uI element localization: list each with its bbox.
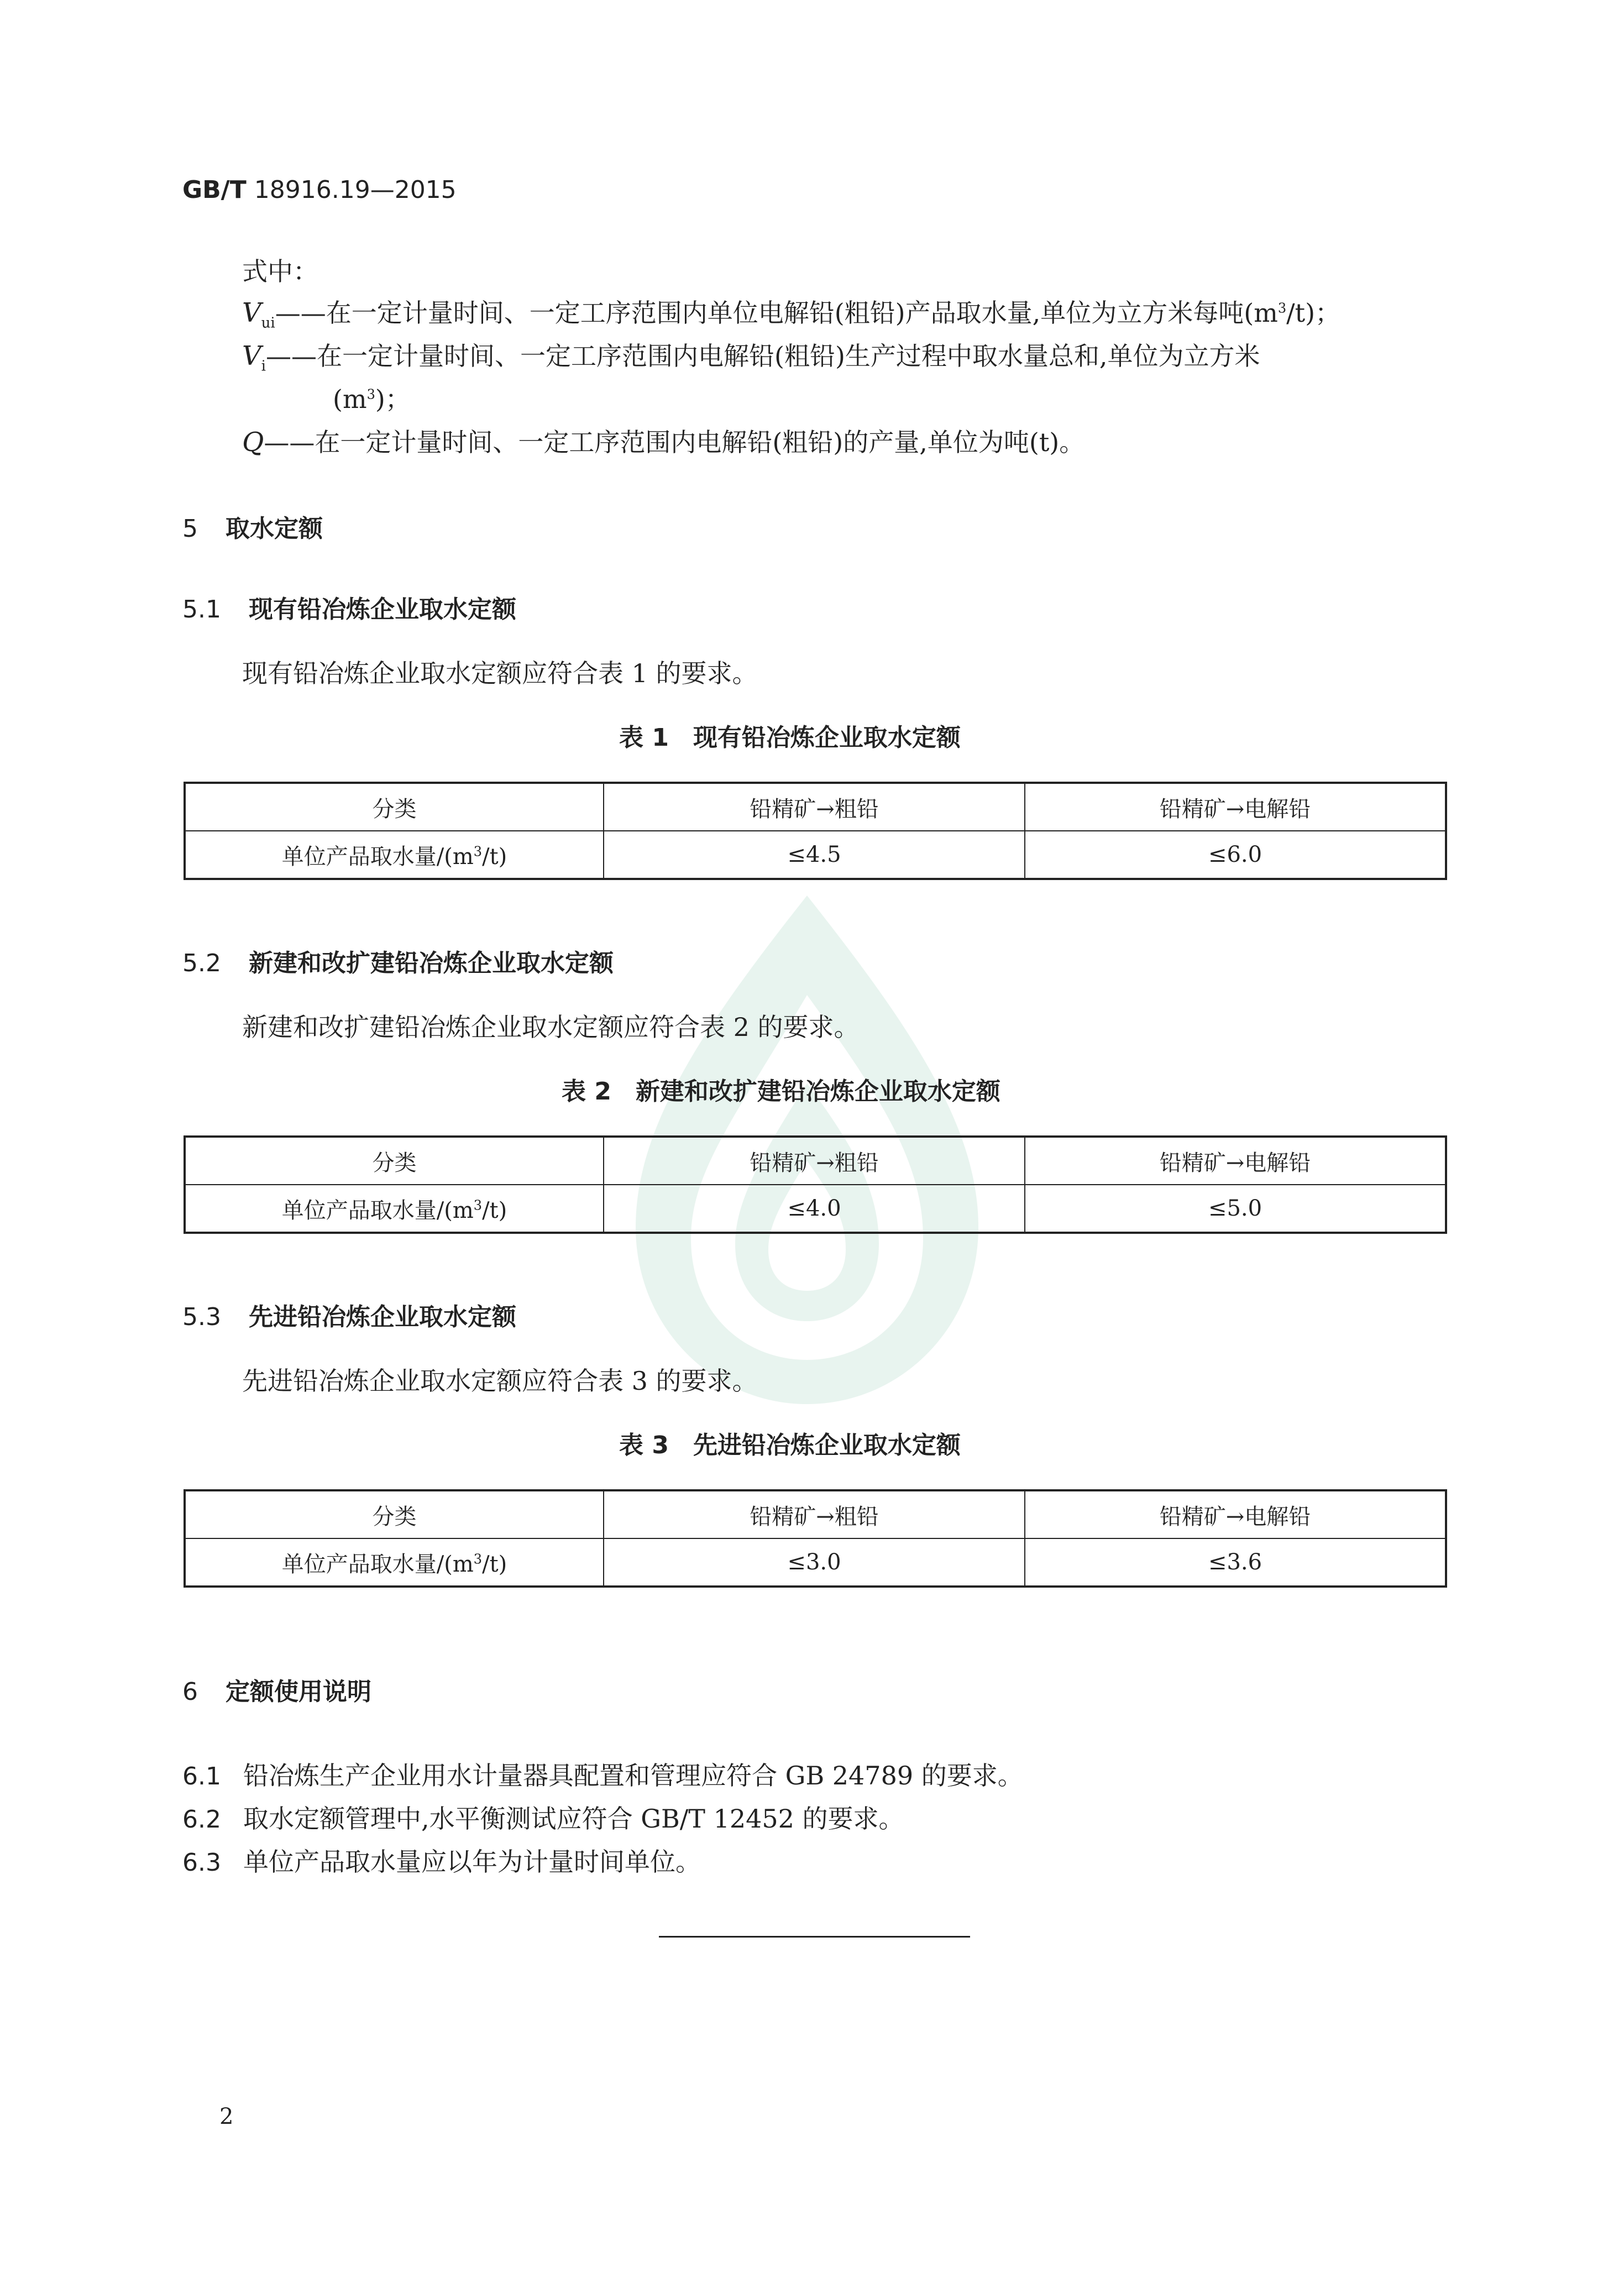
- table-header-row: [185, 1137, 1446, 1185]
- table-3-caption: 表 3 先进铅冶炼企业取水定额: [619, 1431, 961, 1459]
- table-row: [185, 1538, 1446, 1587]
- table-header-cell: 铅精矿→电解铅: [1025, 1137, 1446, 1185]
- standard-header: [182, 176, 457, 204]
- formula-note-vi-continued: $(m^3)$；: [333, 384, 411, 414]
- section-5-heading: 5 取水定额: [182, 515, 323, 543]
- clause-6-1: 6.1 铅冶炼生产企业用水计量器具配置和管理应符合 GB 24789 的要求。: [182, 1761, 1023, 1791]
- table-header-cell: 铅精矿→粗铅: [604, 1137, 1025, 1185]
- table-cell: ≤6.0: [1025, 831, 1446, 879]
- subsection-5-3-heading: 5.3 先进铅冶炼企业取水定额: [182, 1303, 516, 1331]
- standard-number: 18916.19—2015: [254, 176, 457, 204]
- table-2: [184, 1135, 1447, 1234]
- table-header-cell: 铅精矿→粗铅: [604, 1490, 1025, 1538]
- table-cell: ≤5.0: [1025, 1185, 1446, 1233]
- table-cell: ≤3.0: [604, 1538, 1025, 1587]
- section-6-heading: 6 定额使用说明: [182, 1678, 371, 1706]
- symbol-q: Q: [242, 427, 264, 458]
- table-row: [185, 831, 1446, 879]
- table-2-caption: 表 2 新建和改扩建铅冶炼企业取水定额: [562, 1077, 1000, 1106]
- table-row: [185, 1185, 1446, 1233]
- table-header-cell: 分类: [185, 1490, 604, 1538]
- table-header-cell: 铅精矿→电解铅: [1025, 783, 1446, 831]
- table-1: [184, 782, 1447, 880]
- table-header-cell: 铅精矿→粗铅: [604, 783, 1025, 831]
- table-header-cell: 分类: [185, 783, 604, 831]
- symbol-vui: $V_{ui}$: [242, 297, 275, 332]
- table-1-caption: 表 1 现有铅冶炼企业取水定额: [619, 724, 961, 752]
- clause-6-2: 6.2 取水定额管理中,水平衡测试应符合 GB/T 12452 的要求。: [182, 1804, 904, 1834]
- table-row-label: 单位产品取水量$/(m^3/t)$: [185, 1185, 604, 1233]
- table-row-label: 单位产品取水量$/(m^3/t)$: [185, 831, 604, 879]
- subsection-5-1-heading: 5.1 现有铅冶炼企业取水定额: [182, 595, 516, 624]
- table-header-row: [185, 783, 1446, 831]
- subsection-5-2-para: 新建和改扩建铅冶炼企业取水定额应符合表 2 的要求。: [242, 1012, 860, 1042]
- table-row-label: 单位产品取水量$/(m^3/t)$: [185, 1538, 604, 1587]
- table-header-cell: 铅精矿→电解铅: [1025, 1490, 1446, 1538]
- formula-note-vui: $V_{ui}——$在一定计量时间、一定工序范围内单位电解铅(粗铅)产品取水量,单位为立方米每吨$(m^3/t)$；: [242, 297, 1341, 332]
- formula-note-vi: $V_i——$在一定计量时间、一定工序范围内电解铅(粗铅)生产过程中取水量总和,单位为立方米: [242, 341, 1260, 375]
- formula-intro: 式中：: [242, 256, 318, 286]
- subsection-5-3-para: 先进铅冶炼企业取水定额应符合表 3 的要求。: [242, 1366, 758, 1396]
- table-3: [184, 1489, 1447, 1588]
- end-rule: [659, 1936, 970, 1938]
- formula-note-q: Q——在一定计量时间、一定工序范围内电解铅(粗铅)的产量,单位为吨(t)。: [242, 427, 1085, 458]
- table-cell: ≤4.0: [604, 1185, 1025, 1233]
- table-header-row: [185, 1490, 1446, 1538]
- page-number: 2: [219, 2104, 234, 2129]
- table-header-cell: 分类: [185, 1137, 604, 1185]
- table-cell: ≤3.6: [1025, 1538, 1446, 1587]
- symbol-vi: $V_i$: [242, 341, 266, 375]
- subsection-5-1-para: 现有铅冶炼企业取水定额应符合表 1 的要求。: [242, 658, 758, 688]
- subsection-5-2-heading: 5.2 新建和改扩建铅冶炼企业取水定额: [182, 949, 614, 977]
- table-cell: ≤4.5: [604, 831, 1025, 879]
- standard-code: GB/T: [182, 176, 247, 204]
- clause-6-3: 6.3 单位产品取水量应以年为计量时间单位。: [182, 1847, 701, 1877]
